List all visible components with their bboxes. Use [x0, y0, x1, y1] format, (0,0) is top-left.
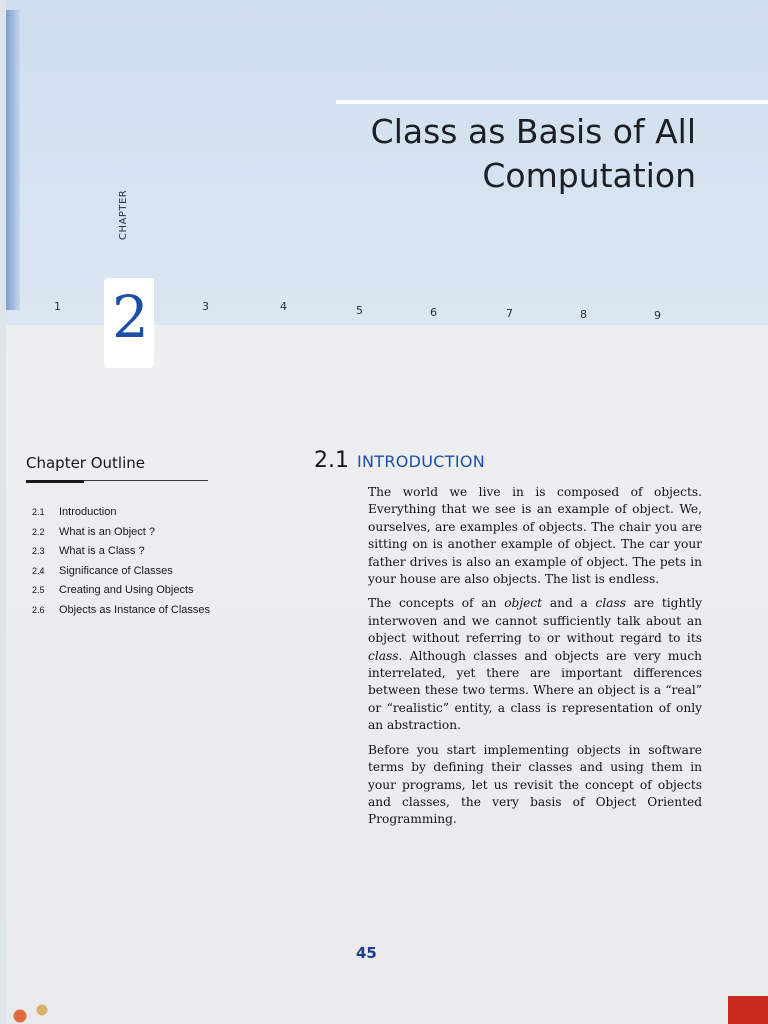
section-heading [314, 448, 485, 473]
outline-list [32, 503, 210, 621]
outline-item-number: 2.6 [32, 604, 45, 615]
chapter-tick: 5 [356, 304, 363, 317]
chapter-tick: 9 [654, 309, 661, 322]
title-rule [336, 100, 768, 104]
chapter-title [276, 110, 696, 198]
chapter-tick: 4 [280, 300, 287, 313]
outline-item-label: Creating and Using Objects [59, 584, 194, 597]
emphasis: class [595, 596, 627, 611]
chapter-tick: 3 [202, 300, 209, 313]
outline-item-label: Significance of Classes [59, 564, 173, 577]
outline-item-label: Objects as Instance of Classes [59, 603, 211, 616]
outline-rule [26, 480, 84, 483]
chapter-tick: 7 [506, 307, 513, 320]
outline-item-number: 2.4 [32, 565, 45, 576]
chapter-tick: 8 [580, 308, 587, 321]
outline-item [32, 601, 210, 621]
outline-rule-thin [84, 480, 208, 481]
outline-item [32, 581, 210, 601]
outline-item-label: Introduction [59, 506, 117, 518]
outline-item-label: What is a Class ? [59, 545, 145, 558]
emphasis: object [504, 596, 543, 611]
chapter-label: CHAPTER [118, 189, 129, 240]
section-title: INTRODUCTION [357, 452, 486, 471]
emphasis: class [368, 648, 399, 663]
outline-item-label: What is an Object ? [59, 525, 155, 538]
page-edge-shadow [6, 10, 20, 310]
outline-item-number: 2.5 [32, 585, 45, 596]
paragraph: Before you start implementing objects in software terms by defining their classes and using them in your programs, let us revisit the concept of objects and classes, the very basis of Object Oriented Programming. [368, 742, 702, 827]
background-decoration [728, 996, 768, 1024]
outline-item [32, 562, 210, 582]
outline-item-number: 2.1 [32, 507, 45, 517]
outline-title: Chapter Outline [26, 454, 146, 472]
outline-item [32, 503, 210, 523]
background-decoration [0, 996, 60, 1024]
outline-item [32, 542, 210, 562]
chapter-title-line2: Computation [482, 156, 696, 195]
text-run: are tightly interwoven and we cannot sufficiently talk about an object without referring to or without regard to its [368, 596, 703, 646]
text-run: The concepts of an [368, 596, 505, 611]
chapter-number-box [104, 278, 154, 368]
text-run: . Although classes and objects are very much interrelated, yet there are important differences between these two terms. Where an object is a “real” or “realistic” entity, a class is representation of only an abstraction. [368, 648, 702, 733]
paragraph: The world we live in is composed of objects. Everything that we see is an example of object. We, ourselves, are examples of objects. The chair you are sitting on is another example of object. The car your father drives is also an example of object. The pets in your house are also objects. The list is endless. [368, 485, 702, 587]
page-number: 45 [356, 944, 377, 962]
outline-item-number: 2.2 [32, 526, 45, 537]
chapter-tick: 1 [54, 300, 61, 313]
paragraph [368, 595, 702, 734]
text-run: and a [542, 596, 596, 611]
chapter-title-line1: Class as Basis of All [370, 112, 696, 151]
outline-item [32, 523, 210, 543]
chapter-number: 2 [112, 283, 149, 351]
section-number: 2.1 [314, 448, 349, 473]
book-page [6, 0, 768, 1024]
chapter-tick: 6 [430, 306, 437, 319]
outline-item-number: 2.3 [32, 546, 45, 557]
section-body [368, 484, 702, 836]
